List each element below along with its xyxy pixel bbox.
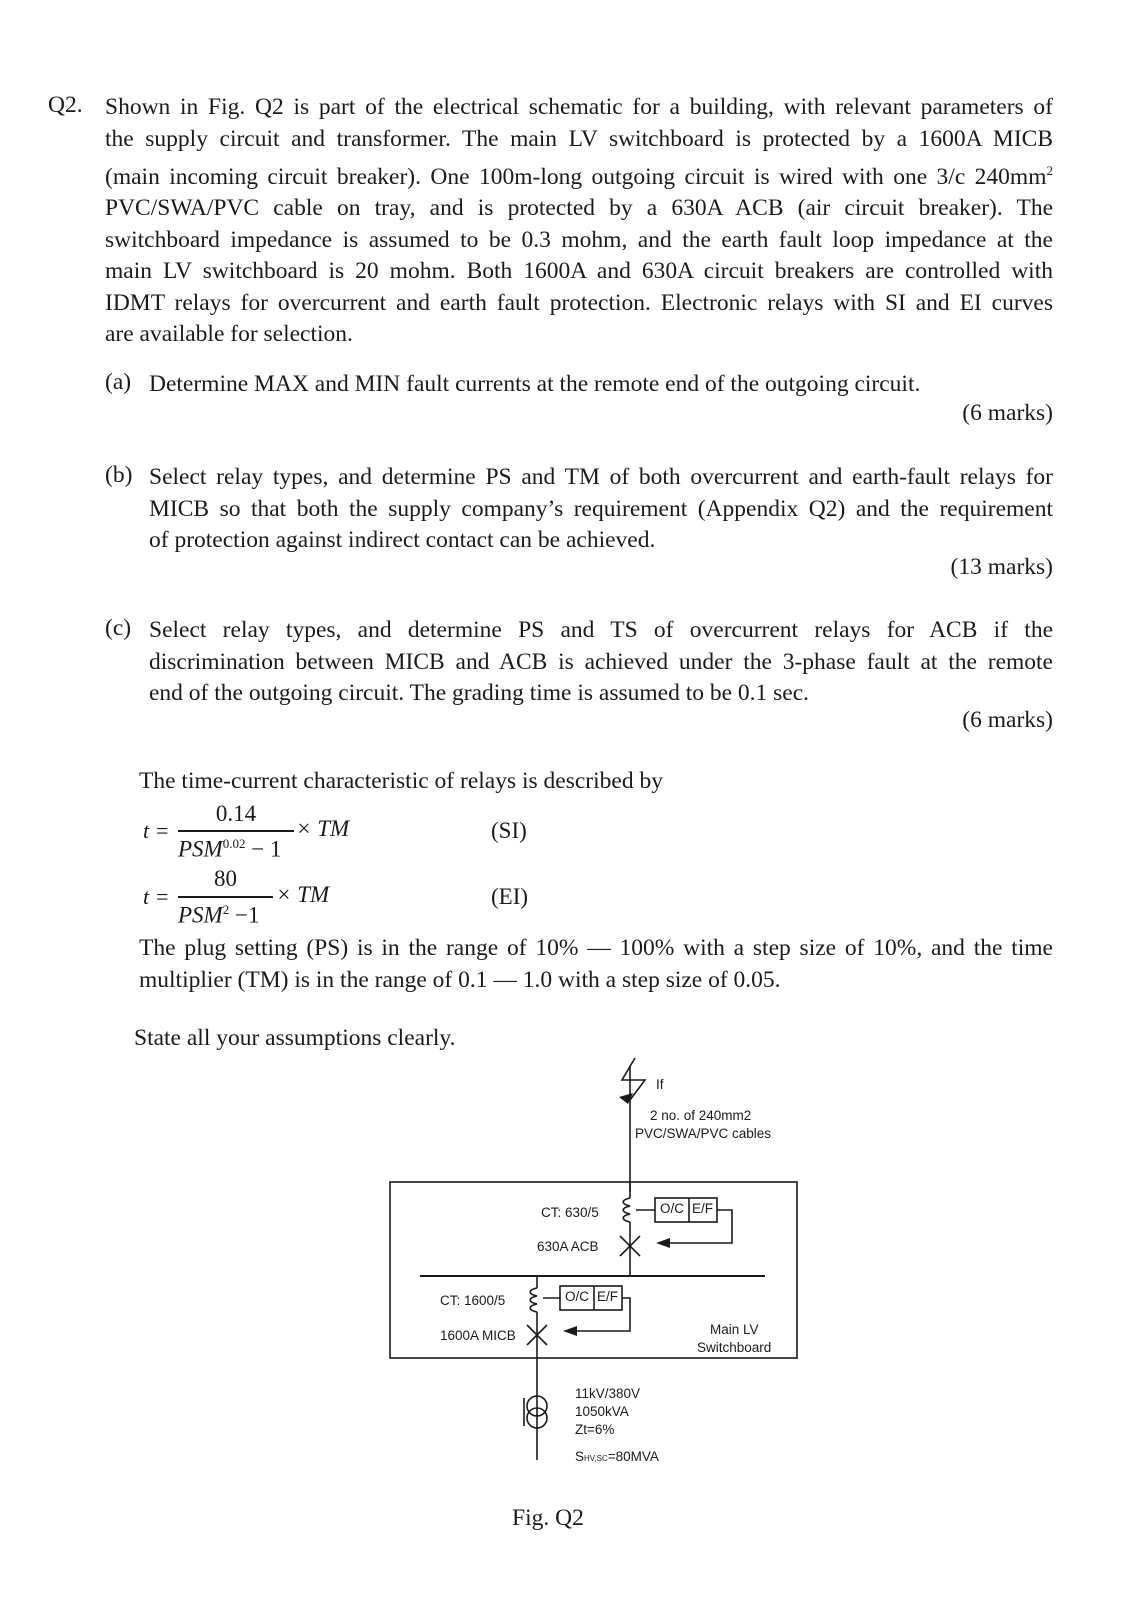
figure-caption: Fig. Q2 (512, 1505, 584, 1531)
ct-micb-label: CT: 1600/5 (440, 1293, 506, 1308)
part-c-label: (c) (105, 615, 132, 641)
part-c-text: Select relay types, and determine PS and TS of overcurrent relays for ACB if the discrimination between MICB and ACB is achieved under the 3-phase fault at the remote end of the outgoing circuit. The grading time is assumed to be 0.1 sec. (149, 617, 1053, 706)
intro-line: the supply circuit and transformer. The main LV switchboard is protected by a 1600A MICB (105, 125, 1053, 152)
ct-1600-coil-icon (530, 1288, 537, 1312)
intro-line: switchboard impedance is assumed to be 0.3 mohm, and the earth fault loop impedance at the (105, 226, 1053, 253)
intro-line: main LV switchboard is 20 mohm. Both 1600A and 630A circuit breakers are controlled with (105, 258, 1053, 285)
ct-630-coil-icon (623, 1198, 630, 1222)
part-c-marks: (6 marks) (962, 707, 1053, 733)
switchboard-label: Switchboard (697, 1340, 772, 1355)
part-b-text: Select relay types, and determine PS and TM of both overcurrent and earth-fault relays for MICB so that both the supply company’s requirement (Appendix Q2) and the requirement of protection against indirect contact can be achieved. (149, 464, 1053, 553)
transformer-rating: 1050kVA (575, 1404, 629, 1419)
intro-line: IDMT relays for overcurrent and earth fault protection. Electronic relays with SI and EI curves (105, 289, 1053, 316)
part-b-marks: (13 marks) (950, 554, 1053, 580)
cable-label: 2 no. of 240mm2 (650, 1108, 752, 1123)
fault-lightning-icon (622, 1058, 645, 1100)
question-number: Q2. (48, 92, 83, 118)
part-a-marks: (6 marks) (962, 400, 1053, 426)
micb-relay-ef: E/F (597, 1289, 619, 1304)
intro-line: Shown in Fig. Q2 is part of the electrical schematic for a building, with relevant parameters of (105, 94, 1053, 120)
acb-label: 630A ACB (537, 1239, 599, 1254)
range-text: The plug setting (PS) is in the range of 10% — 100% with a step size of 10%, and the time multiplier (TM) is in the range of 0.1 — 1.0 with a step size of 0.05. (139, 935, 1053, 993)
part-a-text: Determine MAX and MIN fault currents at the remote end of the outgoing circuit. (149, 371, 921, 397)
fault-label: If (656, 1077, 664, 1092)
micb-label: 1600A MICB (440, 1328, 516, 1343)
micb-relay-oc: O/C (565, 1289, 590, 1304)
part-a-label: (a) (105, 369, 132, 395)
cable-label: PVC/SWA/PVC cables (635, 1126, 772, 1141)
transformer-rating: Zt=6% (575, 1422, 615, 1437)
intro-line: are available for selection. (105, 321, 353, 348)
tc-intro: The time-current characteristic of relays is described by (139, 768, 663, 794)
part-b-label: (b) (105, 462, 133, 488)
switchboard-label: Main LV (710, 1322, 759, 1337)
intro-line: PVC/SWA/PVC cable on tray, and is protected by a 630A ACB (air circuit breaker). The (105, 195, 1053, 222)
shv-label: SHV,SC=80MVA (575, 1449, 659, 1464)
acb-relay-ef: E/F (692, 1201, 714, 1216)
transformer-rating: 11kV/380V (575, 1386, 641, 1401)
ct-acb-label: CT: 630/5 (541, 1205, 599, 1220)
assumptions-text: State all your assumptions clearly. (134, 1025, 456, 1051)
intro-line: (main incoming circuit breaker). One 100m-long outgoing circuit is wired with one 3/c $240mm^2$ (105, 163, 1053, 190)
acb-relay-oc: O/C (660, 1201, 685, 1216)
